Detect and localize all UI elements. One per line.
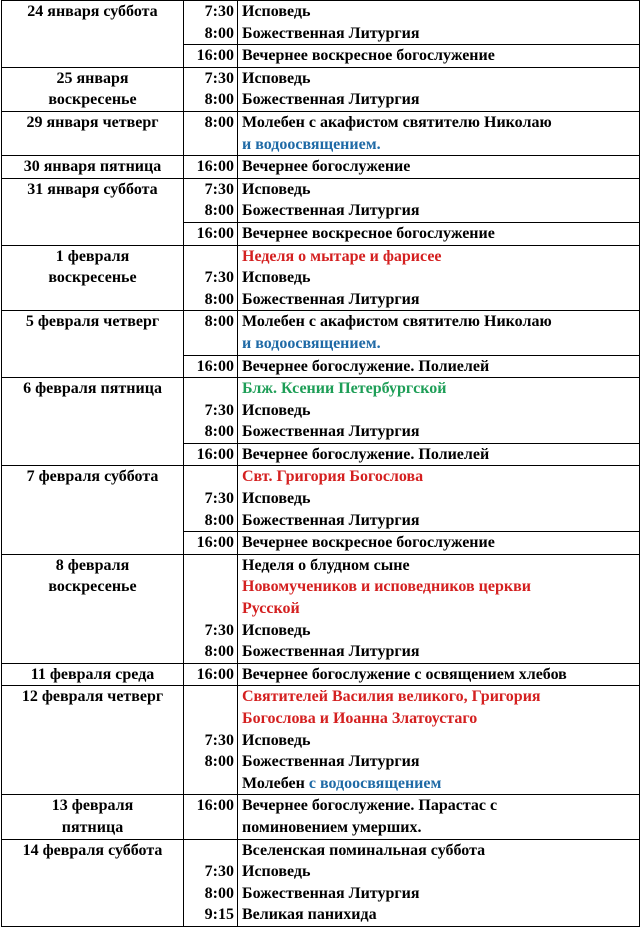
service-time-cell xyxy=(184,67,238,111)
service-line xyxy=(242,664,639,686)
service-time-cell xyxy=(184,466,238,532)
service-text: поминовением умерших. xyxy=(242,818,422,836)
service-text: и водоосвящением. xyxy=(242,334,381,352)
service-line xyxy=(242,400,639,422)
service-time: 8:00 xyxy=(204,202,234,220)
service-time-cell xyxy=(184,554,238,663)
day-date-cell xyxy=(2,839,184,926)
day-date-line: пятница xyxy=(61,818,124,836)
service-time: 9:15 xyxy=(204,906,234,924)
service-time: 7:30 xyxy=(204,401,234,419)
service-line xyxy=(242,686,639,708)
service-line xyxy=(242,289,639,311)
service-line xyxy=(242,773,639,795)
service-time xyxy=(184,817,234,839)
service-name-cell xyxy=(238,839,640,926)
service-name-cell xyxy=(238,178,640,222)
day-date-line: 11 февраля среда xyxy=(30,665,155,683)
service-line xyxy=(242,730,639,752)
day-date-line: 1 февраля xyxy=(55,247,130,265)
service-name-cell xyxy=(238,554,640,663)
day-date-line: 24 января суббота xyxy=(27,3,158,20)
service-text: Неделя о блудном сыне xyxy=(242,556,410,574)
service-text: Исповедь xyxy=(242,180,311,198)
day-date-cell xyxy=(2,67,184,111)
service-text: с водоосвящением xyxy=(308,774,442,792)
service-name-cell xyxy=(238,795,640,839)
service-name-cell xyxy=(238,67,640,111)
service-time-cell xyxy=(184,156,238,179)
service-text: Молебен с акафистом святителю Николаю xyxy=(242,113,552,131)
schedule-row xyxy=(2,686,640,795)
service-text: Вечернее богослужение. Полиелей xyxy=(242,445,490,463)
day-date-line: 8 февраля xyxy=(55,556,130,574)
service-text: Божественная Литургия xyxy=(242,643,420,661)
schedule-row xyxy=(2,156,640,179)
service-time-cell xyxy=(184,245,238,311)
service-name-cell xyxy=(238,466,640,532)
service-line xyxy=(242,134,639,156)
service-time: 7:30 xyxy=(204,69,234,87)
service-time xyxy=(184,333,234,355)
service-time: 8:00 xyxy=(204,290,234,308)
service-text: Божественная Литургия xyxy=(242,24,420,42)
service-time: 16:00 xyxy=(196,797,234,815)
service-line xyxy=(242,466,639,488)
service-time-cell xyxy=(184,1,238,45)
service-text: Вечернее богослужение с освящением хлебов xyxy=(242,665,567,683)
service-text: Божественная Литургия xyxy=(242,290,420,308)
service-time: 8:00 xyxy=(204,24,234,42)
service-line xyxy=(242,751,639,773)
day-date-line: 7 февраля суббота xyxy=(26,468,159,486)
service-line xyxy=(242,89,639,111)
service-name-cell xyxy=(238,245,640,311)
service-time-cell xyxy=(184,45,238,68)
service-line xyxy=(242,223,639,245)
service-line xyxy=(242,311,639,333)
service-line xyxy=(242,356,639,378)
day-date-cell xyxy=(2,245,184,311)
schedule-row xyxy=(2,554,640,663)
service-line xyxy=(242,45,639,67)
service-line xyxy=(242,179,639,201)
service-line xyxy=(242,883,639,905)
service-line xyxy=(242,840,639,862)
service-text: Неделя о мытаре и фарисее xyxy=(242,247,442,265)
schedule-row xyxy=(2,466,640,532)
schedule-row xyxy=(2,111,640,155)
service-text: Вечернее богослужение xyxy=(242,158,411,176)
service-text: Божественная Литургия xyxy=(242,202,420,220)
service-text: Русской xyxy=(242,600,300,618)
service-text: Исповедь xyxy=(242,621,311,639)
schedule-row xyxy=(2,311,640,355)
service-text: Исповедь xyxy=(242,3,311,20)
service-time: 8:00 xyxy=(204,884,234,902)
day-date-line: 5 февраля четверг xyxy=(25,313,160,331)
service-name-cell xyxy=(238,355,640,378)
service-time xyxy=(184,576,234,598)
service-time xyxy=(184,466,234,488)
service-time-cell xyxy=(184,443,238,466)
service-text: Вечернее воскресное богослужение xyxy=(242,47,495,65)
service-line xyxy=(242,444,639,466)
service-time: 16:00 xyxy=(196,158,234,176)
service-text: Божественная Литургия xyxy=(242,884,420,902)
service-text: Новомучеников и исповедников церкви xyxy=(242,578,531,596)
service-time: 7:30 xyxy=(204,621,234,639)
service-time-cell xyxy=(184,111,238,155)
service-text: Святителей Василия великого, Григория xyxy=(242,688,541,706)
service-name-cell xyxy=(238,663,640,686)
service-line xyxy=(242,333,639,355)
service-text: Блж. Ксении Петербургской xyxy=(242,380,447,398)
service-text: Исповедь xyxy=(242,490,311,508)
schedule-row xyxy=(2,1,640,45)
service-name-cell xyxy=(238,45,640,68)
day-date-cell xyxy=(2,111,184,155)
service-line xyxy=(242,532,639,554)
day-date-cell xyxy=(2,795,184,839)
service-line xyxy=(242,817,639,839)
service-time-cell xyxy=(184,378,238,444)
schedule-row xyxy=(2,178,640,222)
service-line xyxy=(242,200,639,222)
service-text: Вечернее воскресное богослужение xyxy=(242,224,495,242)
schedule-row xyxy=(2,378,640,444)
schedule-row xyxy=(2,839,640,926)
service-text: Божественная Литургия xyxy=(242,423,420,441)
service-text: Исповедь xyxy=(242,863,311,881)
service-line xyxy=(242,861,639,883)
service-text: Великая панихида xyxy=(242,906,377,924)
day-date-cell xyxy=(2,156,184,179)
day-date-cell xyxy=(2,178,184,245)
service-line xyxy=(242,378,639,400)
service-time-cell xyxy=(184,839,238,926)
service-name-cell xyxy=(238,156,640,179)
service-text: Вечернее богослужение. Полиелей xyxy=(242,357,490,375)
schedule-row xyxy=(2,795,640,839)
service-time: 7:30 xyxy=(204,269,234,287)
service-time-cell xyxy=(184,532,238,555)
service-text: Вечернее воскресное богослужение xyxy=(242,534,495,552)
service-text: Вселенская поминальная суббота xyxy=(242,841,486,859)
service-time: 16:00 xyxy=(196,357,234,375)
service-time: 8:00 xyxy=(204,753,234,771)
schedule-row xyxy=(2,663,640,686)
day-date-cell xyxy=(2,1,184,68)
day-date-line: 13 февраля xyxy=(51,797,134,815)
service-time: 16:00 xyxy=(196,224,234,242)
day-date-cell xyxy=(2,686,184,795)
service-time: 16:00 xyxy=(196,534,234,552)
service-name-cell xyxy=(238,532,640,555)
day-date-line: воскресенье xyxy=(48,578,137,596)
service-name-cell xyxy=(238,1,640,45)
service-line xyxy=(242,641,639,663)
service-line xyxy=(242,708,639,730)
service-time: 7:30 xyxy=(204,863,234,881)
service-text: Божественная Литургия xyxy=(242,91,420,109)
day-date-line: 14 февраля суббота xyxy=(22,841,163,859)
service-time-cell xyxy=(184,686,238,795)
service-time-cell xyxy=(184,178,238,222)
day-date-line: воскресенье xyxy=(48,91,137,109)
service-time: 7:30 xyxy=(204,180,234,198)
service-text: Божественная Литургия xyxy=(242,511,420,529)
service-time: 8:00 xyxy=(204,423,234,441)
service-time-cell xyxy=(184,355,238,378)
service-time-cell xyxy=(184,795,238,839)
service-line xyxy=(242,68,639,90)
day-date-line: 29 января четверг xyxy=(26,113,159,131)
service-text: Исповедь xyxy=(242,731,311,749)
day-date-cell xyxy=(2,663,184,686)
day-date-line: 25 января xyxy=(56,69,129,87)
service-name-cell xyxy=(238,222,640,245)
service-text: Молебен xyxy=(242,774,309,792)
service-time xyxy=(184,840,234,862)
service-text: Молебен с акафистом святителю Николаю xyxy=(242,313,552,331)
service-line xyxy=(242,620,639,642)
service-text: Свт. Григория Богослова xyxy=(242,468,424,486)
day-date-cell xyxy=(2,554,184,663)
service-time: 8:00 xyxy=(204,113,234,131)
service-line xyxy=(242,1,639,23)
service-line xyxy=(242,598,639,620)
service-time: 7:30 xyxy=(204,3,234,20)
day-date-line: воскресенье xyxy=(48,269,137,287)
service-time: 7:30 xyxy=(204,731,234,749)
service-line xyxy=(242,112,639,134)
service-line xyxy=(242,510,639,532)
service-line xyxy=(242,555,639,577)
service-name-cell xyxy=(238,378,640,444)
service-text: и водоосвящением. xyxy=(242,135,381,153)
day-date-line: 31 января суббота xyxy=(27,180,158,198)
service-text: Богослова и Иоанна Златоустаго xyxy=(242,710,478,727)
service-time: 8:00 xyxy=(204,313,234,331)
day-date-cell xyxy=(2,378,184,466)
service-name-cell xyxy=(238,311,640,355)
day-date-line: 6 февраля пятница xyxy=(23,380,162,398)
service-line xyxy=(242,576,639,598)
service-time: 8:00 xyxy=(204,643,234,661)
schedule-row xyxy=(2,67,640,111)
service-text: Исповедь xyxy=(242,69,311,87)
service-name-cell xyxy=(238,686,640,795)
service-name-cell xyxy=(238,111,640,155)
service-time: 16:00 xyxy=(196,47,234,65)
service-line xyxy=(242,488,639,510)
service-text: Вечернее богослужение. Парастас с xyxy=(242,797,498,815)
service-name-cell xyxy=(238,443,640,466)
service-time: 16:00 xyxy=(196,665,234,683)
service-time: 7:30 xyxy=(204,490,234,508)
service-line xyxy=(242,23,639,45)
day-date-line: 12 февраля четверг xyxy=(21,688,164,706)
service-time xyxy=(184,708,234,730)
schedule-body xyxy=(2,1,640,927)
service-line xyxy=(242,267,639,289)
service-time: 8:00 xyxy=(204,91,234,109)
service-time: 8:00 xyxy=(204,511,234,529)
service-time xyxy=(184,686,234,708)
service-time-cell xyxy=(184,663,238,686)
service-text: Исповедь xyxy=(242,401,311,419)
service-line xyxy=(242,421,639,443)
service-time-cell xyxy=(184,311,238,355)
day-date-line: 30 января пятница xyxy=(23,158,162,176)
service-time xyxy=(184,598,234,620)
day-date-cell xyxy=(2,466,184,554)
service-time xyxy=(184,773,234,795)
service-text: Исповедь xyxy=(242,269,311,287)
service-time xyxy=(184,555,234,577)
service-time-cell xyxy=(184,222,238,245)
service-time xyxy=(184,134,234,156)
service-time xyxy=(184,246,234,268)
service-text: Божественная Литургия xyxy=(242,753,420,771)
schedule-row xyxy=(2,245,640,311)
schedule-table xyxy=(1,0,640,927)
service-line xyxy=(242,246,639,268)
service-line xyxy=(242,795,639,817)
day-date-cell xyxy=(2,311,184,378)
service-time: 16:00 xyxy=(196,445,234,463)
service-time xyxy=(184,378,234,400)
service-line xyxy=(242,156,639,178)
